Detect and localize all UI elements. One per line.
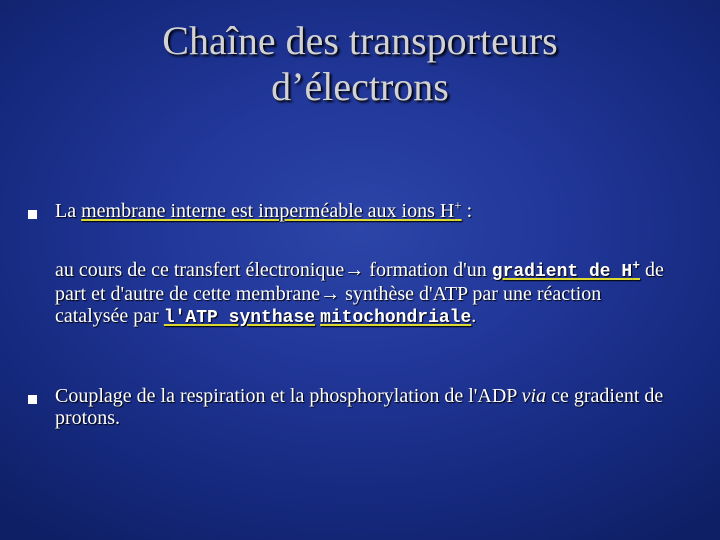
mitochondrial-term: mitochondriale [320,308,472,328]
proton-gradient-term: gradient de H+ [491,258,641,282]
bullet-1-text: La membrane interne est imperméable aux ions H+ : [55,197,473,222]
square-bullet-icon [28,210,37,219]
slide-title [60,18,660,110]
bullet-2-text: Couplage de la respiration et la phosphorylation de l'ADP via ce gradient de protons. [55,385,664,429]
title-line-2: d’électrons [271,64,449,109]
explanation-paragraph: au cours de ce transfert électronique→ formation d'un gradient de H+ de part et d'autre de cette membrane→ synthèse d'ATP par une réaction catalysée par l'ATP synthase mitochondriale. [55,258,664,328]
atp-synthase-term: l'ATP synthase [163,308,316,328]
impermeable-membrane-text: membrane interne est imperméable aux ions H+ [81,197,462,222]
square-bullet-icon [28,395,37,404]
title-line-1: Chaîne des transporteurs [162,18,558,63]
